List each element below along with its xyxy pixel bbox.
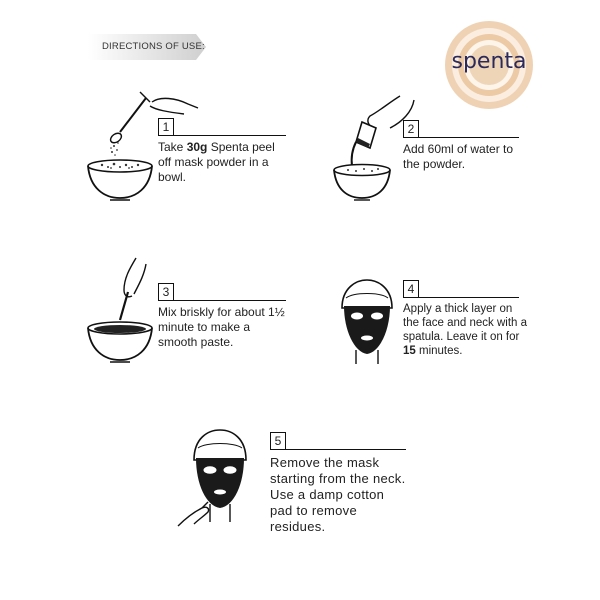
step-3-rule — [174, 300, 286, 301]
logo-wordmark: spenta — [451, 49, 527, 74]
step-5-number: 5 — [270, 432, 286, 450]
peel-mask-icon — [176, 426, 262, 536]
step-5-text: Remove the mask starting from the neck. Use a damp cotton pad to remove residues. — [270, 455, 406, 534]
step-5-rule — [286, 449, 406, 450]
step-3-number: 3 — [158, 283, 174, 301]
step-4-text: Apply a thick layer on the face and neck with a spatula. Leave it on for 15 minutes. — [403, 303, 528, 357]
directions-label: DIRECTIONS OF USE: — [102, 41, 205, 52]
mix-bowl-icon — [84, 256, 164, 370]
step-1-rule — [174, 135, 286, 136]
step-1-text: Take 30g Spenta peel off mask powder in a bowl. — [158, 140, 275, 184]
step-3-text: Mix briskly for about 1½ minute to make a smooth paste. — [158, 305, 285, 349]
step-1-number: 1 — [158, 118, 174, 136]
masked-face-icon — [336, 278, 398, 366]
step-4-rule — [419, 297, 519, 298]
step-2-rule — [419, 137, 519, 138]
step-4-number: 4 — [403, 280, 419, 298]
step-2-number: 2 — [403, 120, 419, 138]
step-2-text: Add 60ml of water to the powder. — [403, 142, 514, 171]
